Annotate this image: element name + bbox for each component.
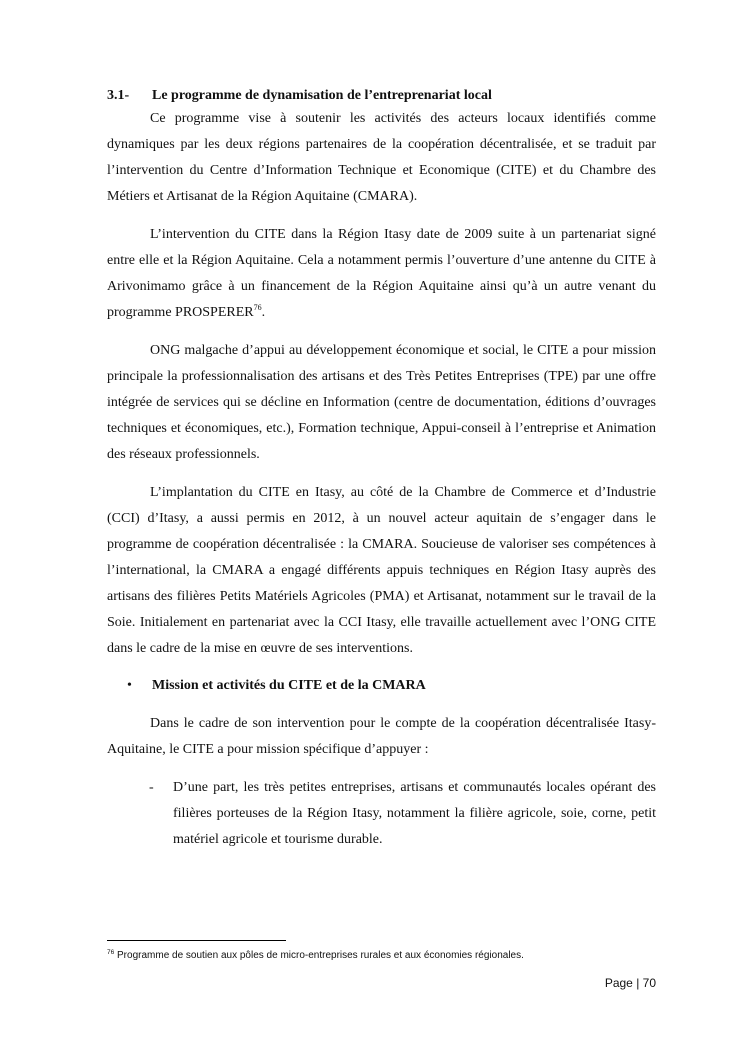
- paragraph-4: L’implantation du CITE en Itasy, au côté de la Chambre de Commerce et d’Industrie (CCI) d’Itasy, a aussi permis en 2012, à un nouvel acteur aquitain de s’engager dans le programme de coopération décentralisée : la CMARA. Soucieuse de valoriser ses compétences à l’international, la CMARA a engagé différents appuis techniques en Région Itasy auprès des artisans des filières Petits Matériels Agricoles (PMA) et Artisanat, notamment sur le travail de la Soie. Initialement en partenariat avec la CCI Itasy, elle travaille actuellement avec l’ONG CITE dans le cadre de la mise en œuvre de ses interventions.: [107, 485, 656, 656]
- footnote-reference[interactable]: 76: [253, 303, 262, 312]
- page-number: Page | 70: [604, 976, 656, 990]
- paragraph-1: Ce programme vise à soutenir les activités des acteurs locaux identifiés comme dynamiques par les deux régions partenaires de la coopération décentralisée, et se traduit par l’intervention du Centre d’Information Technique et Economique (CITE) et du Chambre des Métiers et Artisanat de la Région Aquitaine (CMARA).: [107, 111, 656, 204]
- dash-list-item-text: D’une part, les très petites entreprises, artisans et communautés locales opérant des filières porteuses de la Région Itasy, notamment la filière agricole, soie, corne, petit matériel agricole et tourisme durable.: [173, 780, 656, 847]
- footnote-separator: [107, 940, 286, 941]
- footnote: [107, 946, 667, 963]
- paragraph-2: [107, 222, 656, 326]
- document-page: [107, 86, 656, 853]
- paragraph-3: ONG malgache d’appui au développement économique et social, le CITE a pour mission principale la professionnalisation des artisans et des Très Petites Entreprises (TPE) par une offre intégrée de services qui se décline en Information (centre de documentation, éditions d’ouvrages techniques et économiques, etc.), Formation technique, Appui-conseil à l’entreprise et Animation des réseaux professionnels.: [107, 343, 656, 462]
- dash-icon: -: [149, 780, 154, 795]
- paragraph-5: Dans le cadre de son intervention pour le compte de la coopération décentralisée Itasy-Aquitaine, le CITE a pour mission spécifique d’appuyer :: [107, 716, 656, 757]
- footnote-number: 76: [107, 949, 115, 956]
- paragraph-2-text: L’intervention du CITE dans la Région Itasy date de 2009 suite à un partenariat signé entre elle et la Région Aquitaine. Cela a notamment permis l’ouverture d’une antenne du CITE à Arivonimamo grâce à un financement de la Région Aquitaine ainsi qu’à un autre venant du programme PROSPERER: [107, 227, 656, 320]
- section-title: Le programme de dynamisation de l’entreprenariat local: [152, 88, 492, 103]
- bullet-heading-text: Mission et activités du CITE et de la CMARA: [152, 678, 426, 693]
- section-number: 3.1-: [107, 88, 130, 103]
- bullet-icon: •: [127, 678, 132, 693]
- footnote-text: Programme de soutien aux pôles de micro-entreprises rurales et aux économies régionales.: [114, 950, 524, 961]
- paragraph-2-end: .: [261, 305, 266, 320]
- section-heading: [107, 86, 656, 105]
- bullet-heading: [107, 676, 656, 695]
- dash-list-item: [107, 775, 656, 853]
